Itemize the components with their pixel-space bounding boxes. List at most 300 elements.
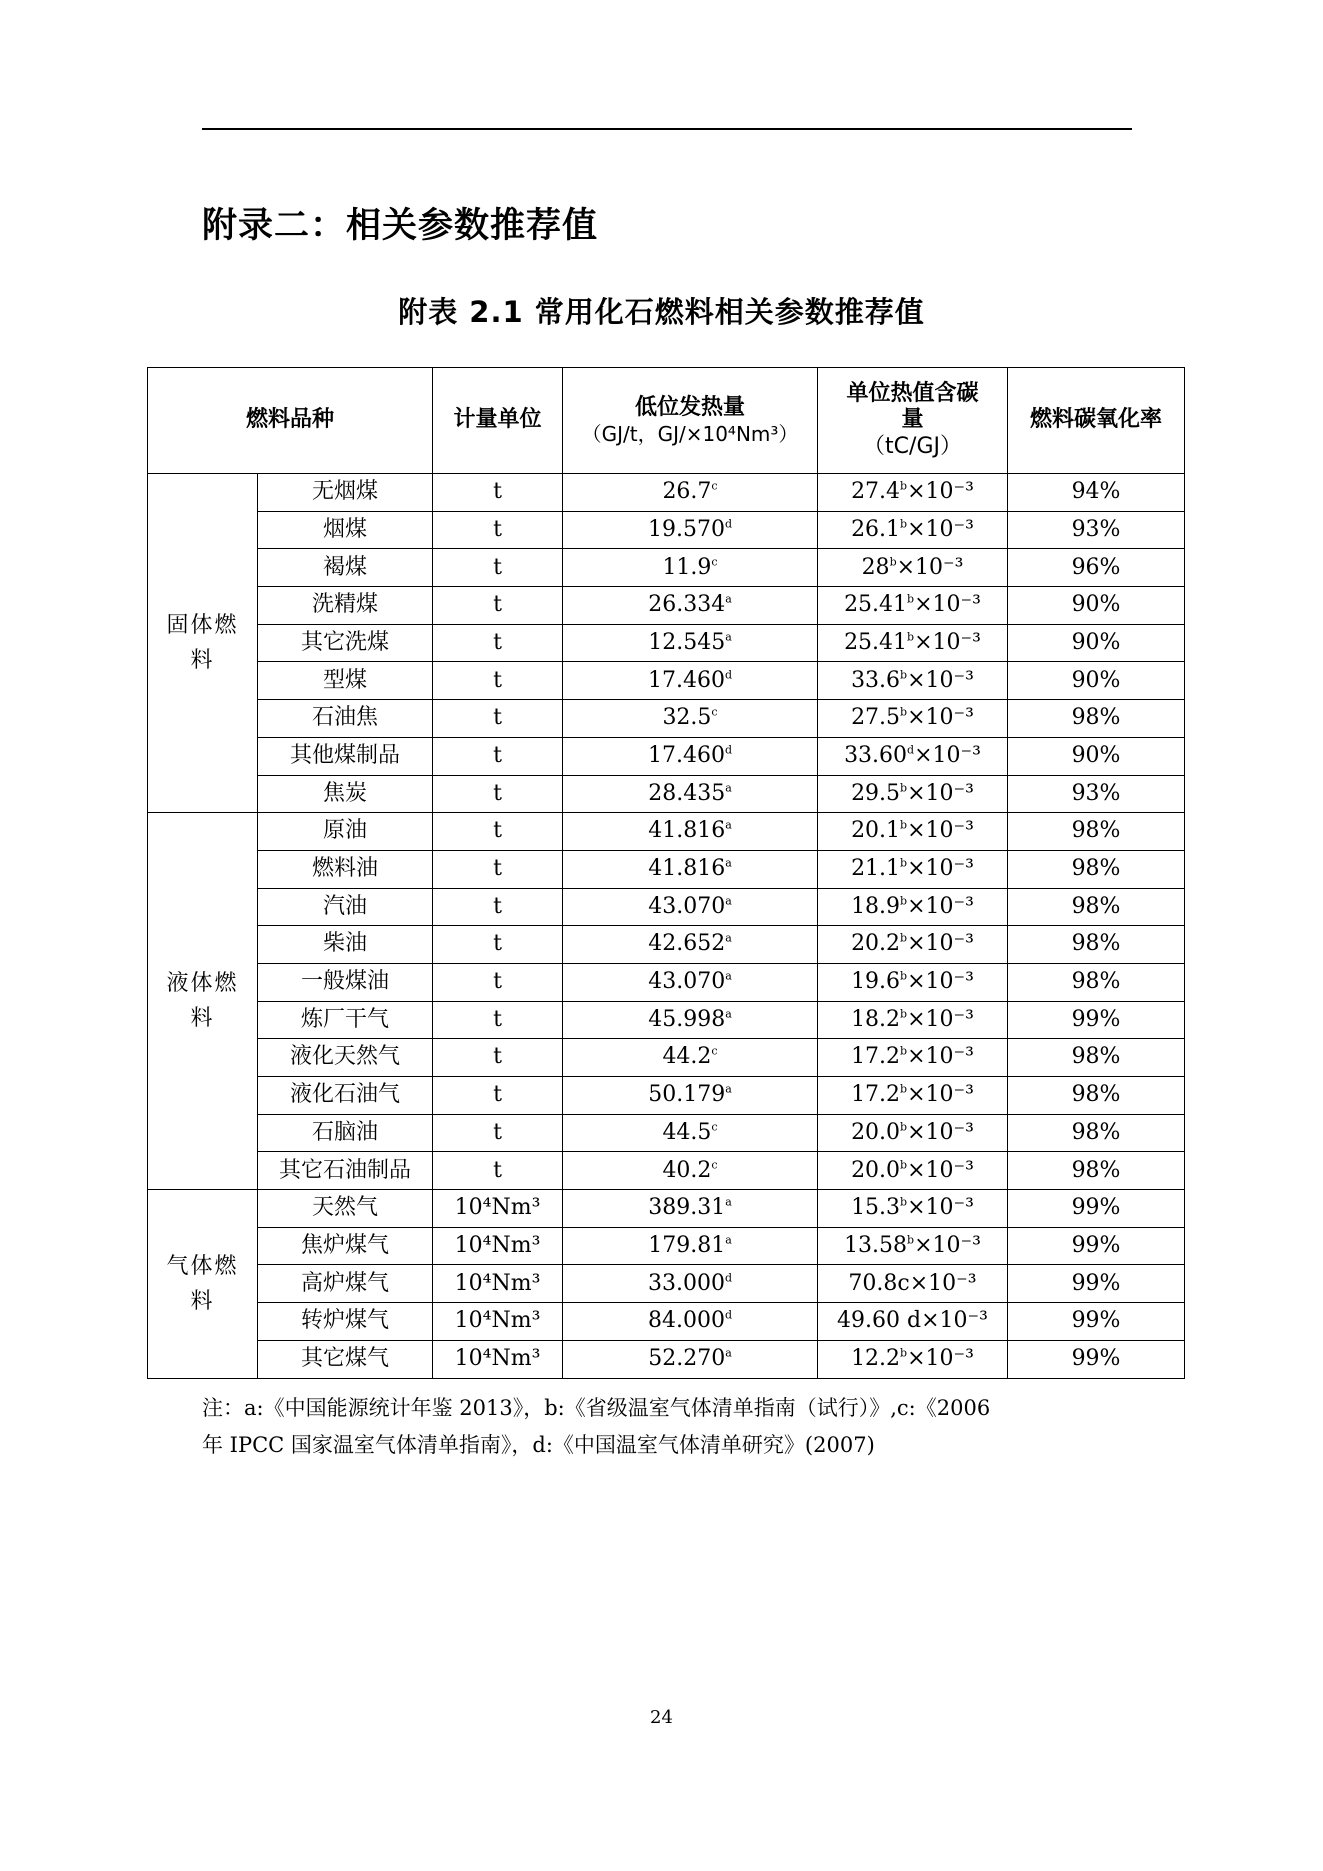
header-carbon-line2: 量 — [901, 407, 924, 433]
oxidation-cell — [1008, 1190, 1185, 1228]
carbon-source-mark: b — [900, 894, 908, 908]
carbon-content-value: 20.0 — [851, 1119, 901, 1145]
unit-cell — [433, 850, 563, 888]
fuel-name-cell — [258, 587, 433, 625]
fuel-name-cell — [258, 1001, 433, 1039]
carbon-source-mark: b — [900, 668, 908, 682]
table-body — [148, 474, 1185, 1379]
unit-value: t — [493, 629, 502, 655]
carbon-source-mark: b — [889, 555, 897, 569]
carbon-source-mark: b — [900, 479, 908, 493]
oxidation-value: 90% — [1071, 667, 1121, 693]
carbon-source-mark: b — [907, 1233, 915, 1247]
oxidation-cell — [1008, 737, 1185, 775]
header-fuel-type: 燃料品种 — [148, 368, 433, 474]
ncv-value: 19.570 — [648, 516, 725, 542]
carbon-content-exponent: ×10⁻³ — [907, 856, 974, 882]
carbon-content-value: 27.4 — [851, 479, 901, 505]
oxidation-value: 93% — [1071, 516, 1121, 542]
unit-cell — [433, 963, 563, 1001]
ncv-value: 28.435 — [648, 780, 726, 806]
table-row — [148, 963, 1185, 1001]
unit-cell — [433, 1303, 563, 1341]
unit-cell — [433, 549, 563, 587]
carbon-content-value: 27.5 — [851, 705, 901, 731]
oxidation-cell — [1008, 888, 1185, 926]
carbon-content-value: 21.1 — [851, 856, 901, 882]
fuel-name-cell — [258, 850, 433, 888]
carbon-content-value: 26.1 — [851, 516, 901, 542]
carbon-content-value: 20.2 — [851, 931, 901, 957]
fuel-name: 其他煤制品 — [290, 742, 401, 768]
unit-value: 10⁴Nm³ — [454, 1232, 541, 1258]
oxidation-cell — [1008, 1227, 1185, 1265]
ncv-cell — [563, 474, 818, 512]
carbon-content-value: 25.41 — [844, 592, 908, 618]
table-title: 附表 2.1 常用化石燃料相关参数推荐值 — [398, 295, 925, 329]
carbon-content-exponent: ×10⁻³ — [907, 1006, 974, 1032]
carbon-content-value: 18.2 — [851, 1006, 901, 1032]
carbon-source-mark: b — [900, 1346, 908, 1360]
carbon-content-exponent: ×10⁻³ — [909, 1270, 977, 1296]
ncv-value: 17.460 — [648, 742, 725, 768]
fuel-category — [148, 813, 258, 1190]
ncv-value: 84.000 — [648, 1308, 725, 1334]
carbon-content-cell — [818, 511, 1008, 549]
fuel-name-cell — [258, 963, 433, 1001]
unit-value: t — [493, 1006, 502, 1032]
fuel-name: 石油焦 — [312, 705, 379, 731]
fuel-name-cell — [258, 1265, 433, 1303]
ncv-cell — [563, 662, 818, 700]
ncv-source-mark: c — [711, 1045, 718, 1059]
unit-cell — [433, 587, 563, 625]
ncv-cell — [563, 1227, 818, 1265]
fuel-name-cell — [258, 1303, 433, 1341]
oxidation-cell — [1008, 1039, 1185, 1077]
unit-value: t — [493, 1082, 502, 1108]
fuel-name-cell — [258, 474, 433, 512]
unit-value: t — [493, 780, 502, 806]
fuel-name: 液化天然气 — [290, 1044, 401, 1070]
fuel-name: 一般煤油 — [301, 969, 390, 995]
fuel-name-cell — [258, 511, 433, 549]
fuel-name: 液化石油气 — [290, 1082, 401, 1108]
table-row — [148, 775, 1185, 813]
unit-value: 10⁴Nm³ — [454, 1308, 541, 1334]
oxidation-cell — [1008, 587, 1185, 625]
carbon-content-cell — [818, 549, 1008, 587]
ncv-source-mark: a — [725, 856, 732, 870]
carbon-content-exponent: ×10⁻³ — [914, 592, 981, 618]
table-row — [148, 813, 1185, 851]
table-row — [148, 700, 1185, 738]
carbon-content-exponent: ×10⁻³ — [921, 1308, 988, 1334]
unit-value: t — [493, 1119, 502, 1145]
ncv-cell — [563, 1303, 818, 1341]
carbon-content-cell — [818, 1001, 1008, 1039]
oxidation-cell — [1008, 624, 1185, 662]
carbon-content-value: 49.60 d — [837, 1308, 922, 1334]
carbon-content-cell — [818, 775, 1008, 813]
oxidation-value: 98% — [1071, 856, 1121, 882]
carbon-content-exponent: ×10⁻³ — [896, 554, 964, 580]
carbon-source-mark: b — [900, 1195, 908, 1209]
fuel-name: 焦炭 — [323, 780, 368, 806]
oxidation-value: 99% — [1071, 1308, 1121, 1334]
table-row — [148, 1190, 1185, 1228]
carbon-content-exponent: ×10⁻³ — [907, 1345, 974, 1371]
oxidation-value: 96% — [1071, 554, 1121, 580]
fuel-name: 高炉煤气 — [301, 1270, 390, 1296]
fuel-name-cell — [258, 1039, 433, 1077]
carbon-source-mark: b — [900, 819, 908, 832]
carbon-content-cell — [818, 1340, 1008, 1378]
unit-value: t — [493, 1157, 502, 1183]
ncv-value: 11.9 — [662, 554, 712, 580]
unit-value: t — [493, 592, 502, 618]
carbon-content-cell — [818, 1039, 1008, 1077]
fuel-name-cell — [258, 1340, 433, 1378]
notes-line-2: 年 IPCC 国家温室气体清单指南》，d:《中国温室气体清单研究》(2007) — [202, 1433, 875, 1457]
carbon-content-cell — [818, 474, 1008, 512]
unit-value: t — [493, 856, 502, 882]
ncv-cell — [563, 549, 818, 587]
fuel-name-cell — [258, 813, 433, 851]
ncv-source-mark: d — [724, 517, 733, 531]
ncv-source-mark: d — [724, 743, 733, 757]
ncv-value: 44.2 — [662, 1044, 712, 1070]
oxidation-cell — [1008, 1077, 1185, 1115]
ncv-source-mark: a — [725, 819, 732, 832]
fuel-name-cell — [258, 1152, 433, 1190]
carbon-content-cell — [818, 624, 1008, 662]
carbon-source-mark: d — [907, 743, 915, 757]
carbon-source-mark: b — [900, 705, 908, 719]
oxidation-cell — [1008, 1114, 1185, 1152]
table-row — [148, 1039, 1185, 1077]
carbon-content-cell — [818, 926, 1008, 964]
table-row — [148, 662, 1185, 700]
carbon-source-mark: b — [900, 1007, 908, 1021]
table-row — [148, 1340, 1185, 1378]
unit-value: t — [493, 705, 502, 731]
oxidation-cell — [1008, 1340, 1185, 1378]
table-row — [148, 587, 1185, 625]
oxidation-value: 98% — [1071, 969, 1121, 995]
ncv-cell — [563, 926, 818, 964]
oxidation-cell — [1008, 1303, 1185, 1341]
ncv-source-mark: a — [725, 894, 732, 908]
header-ncv-line2: （GJ/t，GJ/×10⁴Nm³） — [581, 421, 799, 446]
table-row — [148, 888, 1185, 926]
table-row — [148, 926, 1185, 964]
ncv-source-mark: c — [711, 1120, 718, 1134]
fuel-name: 洗精煤 — [312, 592, 379, 618]
ncv-value: 42.652 — [648, 931, 726, 957]
ncv-value: 45.998 — [648, 1006, 726, 1032]
unit-value: t — [493, 969, 502, 995]
ncv-source-mark: a — [725, 592, 732, 606]
carbon-content-cell — [818, 662, 1008, 700]
carbon-content-cell — [818, 1114, 1008, 1152]
ncv-source-mark: a — [725, 1082, 732, 1096]
carbon-content-value: 28 — [861, 554, 890, 580]
carbon-content-exponent: ×10⁻³ — [907, 1119, 974, 1145]
carbon-content-value: 17.2 — [851, 1044, 901, 1070]
unit-value: t — [493, 516, 502, 542]
oxidation-value: 99% — [1071, 1270, 1121, 1296]
oxidation-value: 93% — [1071, 780, 1121, 806]
carbon-source-mark: b — [900, 1120, 908, 1134]
oxidation-cell — [1008, 1152, 1185, 1190]
oxidation-cell — [1008, 1265, 1185, 1303]
oxidation-cell — [1008, 474, 1185, 512]
fuel-name-cell — [258, 888, 433, 926]
carbon-source-mark: b — [907, 592, 915, 606]
table-row — [148, 1265, 1185, 1303]
unit-cell — [433, 1001, 563, 1039]
fuel-name: 原油 — [323, 818, 368, 844]
unit-cell — [433, 662, 563, 700]
ncv-cell — [563, 1039, 818, 1077]
fuel-name-cell — [258, 1077, 433, 1115]
carbon-content-value: 33.60 — [844, 742, 908, 768]
ncv-value: 179.81 — [648, 1232, 726, 1258]
fuel-name: 焦炉煤气 — [301, 1232, 390, 1258]
page-number: 24 — [650, 1707, 673, 1728]
unit-cell — [433, 1114, 563, 1152]
fuel-category — [148, 474, 258, 813]
ncv-value: 41.816 — [648, 856, 726, 882]
ncv-source-mark: c — [711, 479, 718, 493]
ncv-cell — [563, 737, 818, 775]
carbon-source-mark: b — [900, 969, 908, 983]
fuel-name-cell — [258, 737, 433, 775]
fuel-name: 褐煤 — [323, 554, 368, 580]
oxidation-cell — [1008, 511, 1185, 549]
carbon-content-cell — [818, 1077, 1008, 1115]
ncv-source-mark: a — [725, 630, 732, 644]
fuel-name-cell — [258, 662, 433, 700]
oxidation-value: 94% — [1071, 479, 1121, 505]
header-carbon-content — [818, 368, 1008, 474]
carbon-content-exponent: ×10⁻³ — [907, 931, 974, 957]
carbon-source-mark: b — [900, 517, 908, 531]
table-row — [148, 624, 1185, 662]
carbon-content-value: 17.2 — [851, 1082, 901, 1108]
appendix-heading: 附录二：相关参数推荐值 — [202, 206, 599, 246]
fuel-name: 天然气 — [312, 1195, 379, 1221]
oxidation-value: 99% — [1071, 1345, 1121, 1371]
oxidation-cell — [1008, 549, 1185, 587]
ncv-source-mark: a — [725, 1233, 732, 1247]
carbon-content-value: 20.0 — [851, 1157, 901, 1183]
carbon-source-mark: b — [900, 1082, 908, 1096]
carbon-content-value: 13.58 — [844, 1232, 908, 1258]
carbon-content-cell — [818, 813, 1008, 851]
ncv-value: 50.179 — [648, 1082, 726, 1108]
carbon-content-cell — [818, 850, 1008, 888]
unit-cell — [433, 1039, 563, 1077]
carbon-content-exponent: ×10⁻³ — [907, 1157, 974, 1183]
carbon-content-cell — [818, 1303, 1008, 1341]
oxidation-cell — [1008, 700, 1185, 738]
unit-cell — [433, 1227, 563, 1265]
unit-value: t — [493, 931, 502, 957]
header-ncv-line1: 低位发热量 — [635, 395, 746, 421]
table-row — [148, 474, 1185, 512]
oxidation-value: 98% — [1071, 1044, 1121, 1070]
fuel-name: 其它洗煤 — [301, 629, 390, 655]
unit-value: t — [493, 1044, 502, 1070]
ncv-value: 26.334 — [648, 592, 726, 618]
ncv-cell — [563, 813, 818, 851]
carbon-content-cell — [818, 1152, 1008, 1190]
carbon-content-cell — [818, 587, 1008, 625]
ncv-cell — [563, 700, 818, 738]
ncv-source-mark: c — [711, 705, 718, 719]
oxidation-value: 98% — [1071, 1082, 1121, 1108]
ncv-value: 389.31 — [648, 1195, 726, 1221]
oxidation-cell — [1008, 926, 1185, 964]
carbon-content-exponent: ×10⁻³ — [907, 667, 974, 693]
carbon-source-mark: b — [900, 856, 908, 870]
ncv-value: 17.460 — [648, 667, 725, 693]
ncv-value: 32.5 — [662, 705, 712, 731]
ncv-source-mark: a — [725, 932, 732, 946]
fuel-category-label: 液体燃料 — [166, 970, 239, 1032]
oxidation-value: 99% — [1071, 1232, 1121, 1258]
ncv-value: 12.545 — [648, 629, 726, 655]
ncv-value: 41.816 — [648, 818, 726, 844]
unit-cell — [433, 511, 563, 549]
carbon-content-value: 18.9 — [851, 893, 901, 919]
carbon-content-cell — [818, 963, 1008, 1001]
carbon-content-exponent: ×10⁻³ — [907, 516, 974, 542]
ncv-cell — [563, 888, 818, 926]
carbon-content-value: 29.5 — [851, 780, 901, 806]
fuel-name-cell — [258, 1190, 433, 1228]
oxidation-value: 98% — [1071, 893, 1121, 919]
ncv-value: 33.000 — [648, 1270, 725, 1296]
unit-cell — [433, 1265, 563, 1303]
header-unit: 计量单位 — [433, 368, 563, 474]
unit-cell — [433, 1190, 563, 1228]
unit-cell — [433, 700, 563, 738]
ncv-cell — [563, 1152, 818, 1190]
ncv-cell — [563, 587, 818, 625]
carbon-content-cell — [818, 1190, 1008, 1228]
ncv-cell — [563, 1340, 818, 1378]
ncv-value: 40.2 — [662, 1157, 712, 1183]
carbon-content-exponent: ×10⁻³ — [914, 1232, 981, 1258]
fuel-name: 烟煤 — [323, 516, 368, 542]
fuel-name: 燃料油 — [312, 856, 379, 882]
unit-value: 10⁴Nm³ — [454, 1270, 541, 1296]
carbon-content-exponent: ×10⁻³ — [907, 969, 974, 995]
header-ncv — [563, 368, 818, 474]
fuel-name: 无烟煤 — [312, 479, 379, 505]
fuel-name-cell — [258, 926, 433, 964]
unit-value: t — [493, 893, 502, 919]
fuel-name: 其它煤气 — [301, 1345, 390, 1371]
carbon-content-exponent: ×10⁻³ — [907, 893, 974, 919]
header-rule — [202, 128, 1132, 130]
carbon-content-value: 12.2 — [851, 1345, 901, 1371]
notes-line-1: 注：a:《中国能源统计年鉴 2013》，b:《省级温室气体清单指南（试行）》,c:《2006 — [202, 1396, 991, 1420]
table-row — [148, 737, 1185, 775]
carbon-content-exponent: ×10⁻³ — [907, 818, 974, 844]
oxidation-cell — [1008, 1001, 1185, 1039]
fuel-category — [148, 1190, 258, 1378]
oxidation-value: 98% — [1071, 818, 1121, 844]
ncv-source-mark: d — [724, 668, 733, 682]
oxidation-value: 98% — [1071, 931, 1121, 957]
table-row — [148, 1152, 1185, 1190]
oxidation-value: 98% — [1071, 705, 1121, 731]
header-carbon-line3: （tC/GJ） — [863, 433, 962, 459]
carbon-content-cell — [818, 700, 1008, 738]
carbon-source-mark: b — [900, 781, 908, 795]
oxidation-value: 98% — [1071, 1157, 1121, 1183]
unit-value: t — [493, 818, 502, 844]
ncv-cell — [563, 624, 818, 662]
ncv-cell — [563, 1001, 818, 1039]
oxidation-value: 98% — [1071, 1119, 1121, 1145]
ncv-cell — [563, 1114, 818, 1152]
ncv-value: 26.7 — [662, 479, 712, 505]
ncv-cell — [563, 775, 818, 813]
ncv-source-mark: d — [724, 1271, 733, 1285]
fuel-name-cell — [258, 549, 433, 587]
fuel-name-cell — [258, 775, 433, 813]
carbon-source-mark: b — [900, 932, 908, 946]
unit-value: t — [493, 667, 502, 693]
ncv-source-mark: d — [724, 1308, 733, 1322]
table-row — [148, 1303, 1185, 1341]
fuel-parameters-table — [147, 367, 1185, 1379]
carbon-content-cell — [818, 737, 1008, 775]
oxidation-value: 90% — [1071, 592, 1121, 618]
ncv-source-mark: a — [725, 781, 732, 795]
fuel-name-cell — [258, 624, 433, 662]
unit-value: t — [493, 479, 502, 505]
carbon-content-exponent: ×10⁻³ — [907, 1195, 974, 1221]
ncv-source-mark: a — [725, 1007, 732, 1021]
header-oxidation: 燃料碳氧化率 — [1008, 368, 1185, 474]
table-header-row — [148, 368, 1185, 474]
carbon-content-cell — [818, 888, 1008, 926]
ncv-value: 43.070 — [648, 969, 726, 995]
ncv-value: 52.270 — [648, 1345, 726, 1371]
table-row — [148, 549, 1185, 587]
unit-cell — [433, 624, 563, 662]
unit-cell — [433, 1340, 563, 1378]
table-row — [148, 511, 1185, 549]
unit-value: t — [493, 554, 502, 580]
ncv-cell — [563, 963, 818, 1001]
oxidation-cell — [1008, 662, 1185, 700]
ncv-cell — [563, 1190, 818, 1228]
carbon-content-exponent: ×10⁻³ — [914, 629, 981, 655]
fuel-name: 转炉煤气 — [301, 1308, 390, 1334]
unit-cell — [433, 888, 563, 926]
carbon-content-cell — [818, 1265, 1008, 1303]
oxidation-value: 90% — [1071, 742, 1121, 768]
ncv-source-mark: c — [711, 555, 718, 569]
ncv-value: 43.070 — [648, 893, 726, 919]
